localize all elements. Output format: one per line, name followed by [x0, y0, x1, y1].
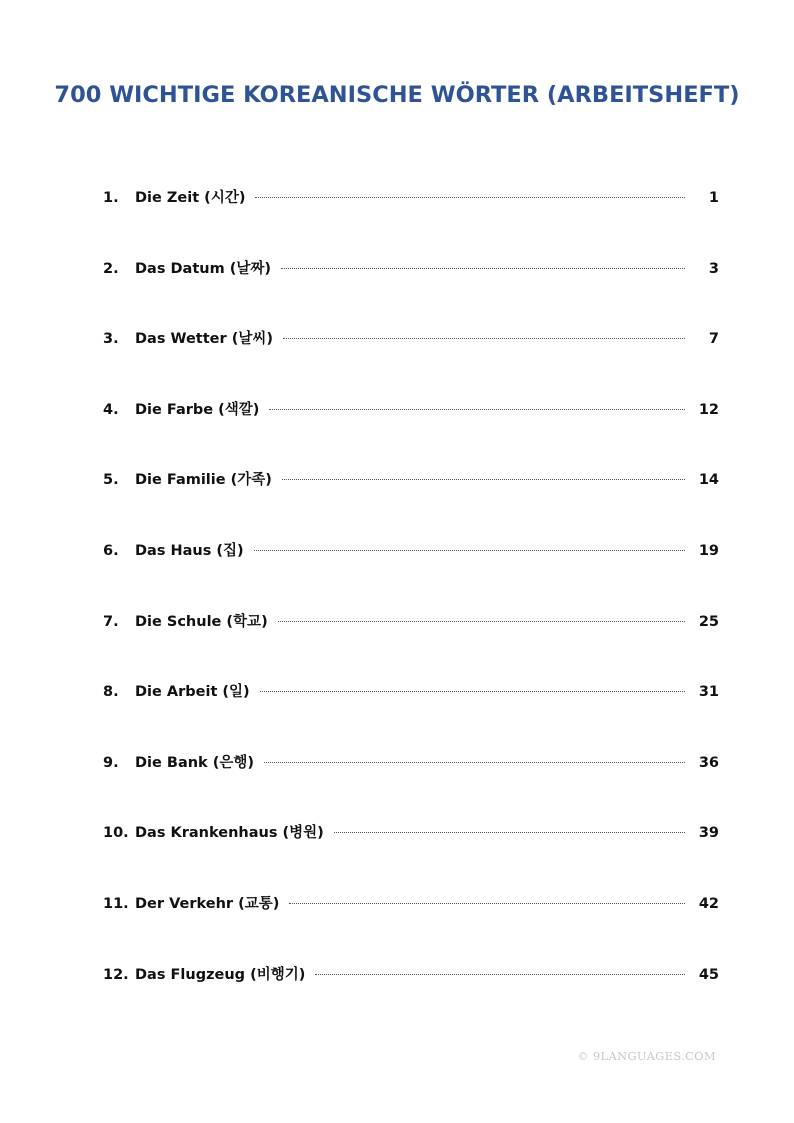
toc-entry-number: 2.	[103, 260, 119, 277]
toc-entry-page[interactable]: 25	[698, 613, 719, 630]
toc-entry-number: 3.	[103, 331, 119, 348]
toc-entry[interactable]	[103, 186, 719, 257]
toc-entry-number: 5.	[103, 472, 119, 489]
toc-entry-number: 7.	[103, 613, 119, 630]
toc-entry[interactable]	[103, 963, 719, 1034]
toc-entry[interactable]	[103, 610, 719, 681]
toc-dot-leader	[269, 408, 684, 410]
toc-entry-number: 9.	[103, 754, 119, 771]
toc-dot-leader	[260, 690, 685, 692]
toc-entry[interactable]	[103, 892, 719, 963]
toc-entry[interactable]	[103, 327, 719, 398]
toc-entry-number: 12.	[103, 966, 129, 983]
toc-dot-leader	[289, 902, 684, 904]
toc-entry-page[interactable]: 36	[698, 754, 719, 771]
toc-entry-number: 6.	[103, 542, 119, 559]
toc-entry[interactable]	[103, 821, 719, 892]
toc-entry-label[interactable]: Das Wetter (날씨)	[135, 331, 273, 348]
toc-dot-leader	[278, 620, 685, 622]
toc-entry-page[interactable]: 42	[698, 895, 719, 912]
toc-dot-leader	[283, 337, 685, 339]
toc-entry[interactable]	[103, 751, 719, 822]
toc-entry-label[interactable]: Das Haus (집)	[135, 542, 244, 559]
toc-entry[interactable]	[103, 398, 719, 469]
toc-entry-number: 11.	[103, 895, 129, 912]
table-of-contents	[103, 186, 719, 1033]
toc-entry-number: 4.	[103, 401, 119, 418]
toc-entry-page[interactable]: 19	[698, 542, 719, 559]
copyright-watermark: © 9LANGUAGES.COM	[577, 1049, 716, 1063]
toc-dot-leader	[255, 196, 685, 198]
toc-entry-page[interactable]: 7	[708, 331, 719, 348]
toc-entry-page[interactable]: 45	[698, 966, 719, 983]
toc-entry-label[interactable]: Das Datum (날짜)	[135, 260, 271, 277]
toc-entry-label[interactable]: Die Farbe (색깔)	[135, 401, 260, 418]
toc-dot-leader	[281, 267, 685, 269]
toc-entry-label[interactable]: Die Arbeit (일)	[135, 684, 250, 701]
toc-dot-leader	[334, 831, 685, 833]
toc-entry-label[interactable]: Die Bank (은행)	[135, 754, 255, 771]
toc-dot-leader	[254, 549, 685, 551]
toc-entry-number: 8.	[103, 684, 119, 701]
page-title: 700 WICHTIGE KOREANISCHE WÖRTER (ARBEITSHEFT)	[54, 82, 740, 108]
toc-entry-number: 1.	[103, 190, 119, 206]
toc-entry-page[interactable]: 1	[708, 190, 719, 206]
toc-entry-label[interactable]: Die Schule (학교)	[135, 613, 268, 630]
toc-entry-page[interactable]: 3	[708, 260, 719, 277]
toc-entry[interactable]	[103, 257, 719, 328]
toc-entry-label[interactable]: Der Verkehr (교통)	[135, 895, 280, 912]
toc-entry[interactable]	[103, 468, 719, 539]
toc-entry[interactable]	[103, 539, 719, 610]
toc-entry-label[interactable]: Die Zeit (시간)	[135, 190, 246, 206]
toc-entry-page[interactable]: 31	[698, 684, 719, 701]
toc-entry-label[interactable]: Das Krankenhaus (병원)	[135, 825, 324, 842]
toc-entry[interactable]	[103, 680, 719, 751]
toc-entry-page[interactable]: 39	[698, 825, 719, 842]
toc-dot-leader	[264, 761, 685, 763]
toc-entry-number: 10.	[103, 825, 129, 842]
toc-entry-page[interactable]: 12	[698, 401, 719, 418]
toc-dot-leader	[315, 973, 684, 975]
toc-dot-leader	[282, 478, 685, 480]
toc-entry-label[interactable]: Die Familie (가족)	[135, 472, 272, 489]
toc-entry-label[interactable]: Das Flugzeug (비행기)	[135, 966, 306, 983]
toc-entry-page[interactable]: 14	[698, 472, 719, 489]
